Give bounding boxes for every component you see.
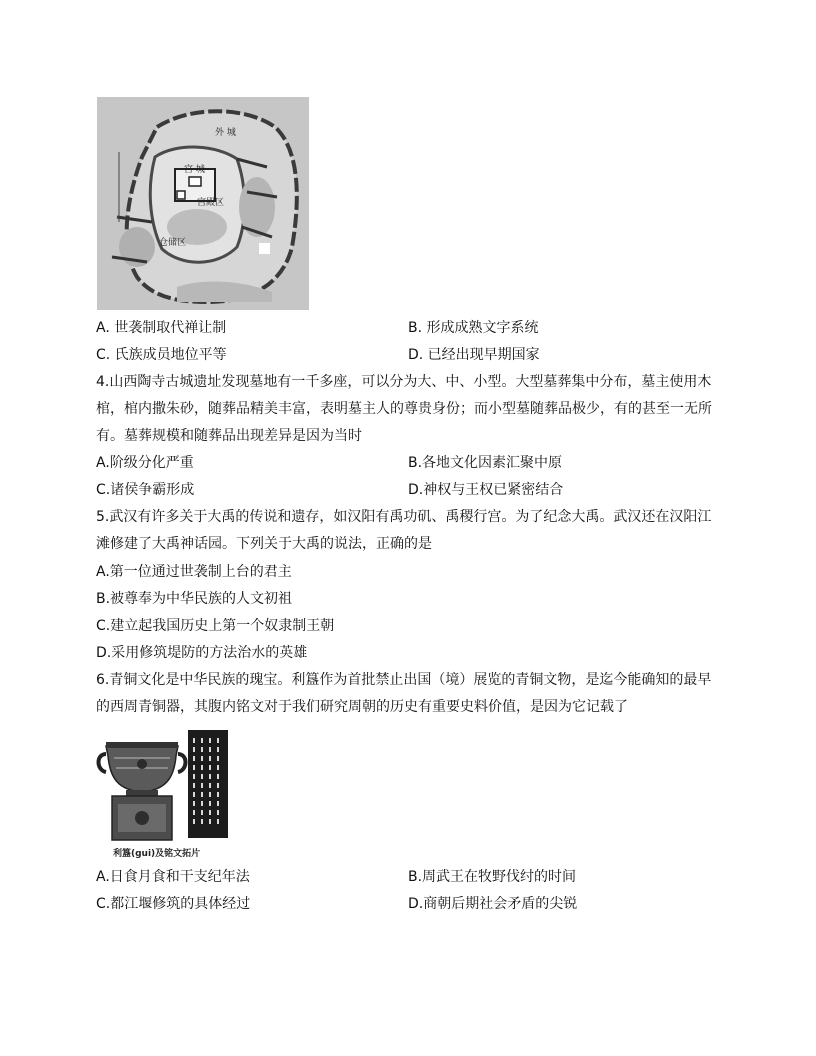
li-gui-caption: 利簋(gui)及铭文拓片: [113, 849, 201, 859]
q3-option-b: B. 形成成熟文字系统: [408, 320, 539, 336]
q4-stem-line-3: 有。墓葬规模和随葬品出现差异是因为当时: [96, 428, 362, 444]
q5-option-b: B.被尊奉为中华民族的人文初祖: [96, 591, 293, 607]
palace-city-label: 宫 城: [184, 165, 205, 175]
q5-stem-line-1: 5.武汉有许多关于大禹的传说和遗存，如汉阳有禹功矶、禹稷行宫。为了纪念大禹。武汉还在汉阳江: [96, 509, 712, 525]
q4-option-a: A.阶级分化严重: [96, 455, 194, 471]
q6-option-b: B.周武王在牧野伐纣的时间: [408, 869, 577, 885]
q3-option-d: D. 已经出现早期国家: [408, 347, 540, 363]
outer-city-label: 外 城: [215, 128, 236, 138]
q5-option-d: D.采用修筑堤防的方法治水的英雄: [96, 645, 308, 661]
q5-option-a: A.第一位通过世袭制上台的君主: [96, 564, 292, 580]
q5-stem-line-2: 滩修建了大禹神话园。下列关于大禹的说法，正确的是: [96, 536, 432, 552]
q4-stem-line-1: 4.山西陶寺古城遗址发现墓地有一千多座，可以分为大、中、小型。大型墓葬集中分布，墓主使用木: [96, 374, 712, 390]
q6-stem-line-1: 6.青铜文化是中华民族的瑰宝。利簋作为首批禁止出国（境）展览的青铜文物，是迄今能确知的最早: [96, 672, 712, 688]
palace-area-label: 宫殿区: [197, 198, 225, 208]
q4-option-b: B.各地文化因素汇聚中原: [408, 455, 563, 471]
q6-option-a: A.日食月食和干支纪年法: [96, 869, 250, 885]
q6-option-c: C.都江堰修筑的具体经过: [96, 896, 251, 912]
li-gui-drawing: [96, 728, 244, 846]
q6-stem-line-2: 的西周青铜器，其腹内铭文对于我们研究周朝的历史有重要史料价值，是因为它记载了: [96, 699, 628, 715]
storage-area-label: 仓储区: [159, 238, 187, 248]
li-gui-bronze-image: [96, 728, 244, 862]
q4-option-d: D.神权与王权已紧密结合: [408, 482, 564, 498]
q3-option-c: C. 氏族成员地位平等: [96, 347, 227, 363]
q4-stem-line-2: 棺，棺内撒朱砂，随葬品精美丰富，表明墓主人的尊贵身份；而小型墓随葬品极少，有的甚至一无所: [96, 401, 712, 417]
taosi-site-map-image: [97, 97, 309, 310]
q3-option-a: A. 世袭制取代禅让制: [96, 320, 227, 336]
q6-option-d: D.商朝后期社会矛盾的尖锐: [408, 896, 578, 912]
q5-option-c: C.建立起我国历史上第一个奴隶制王朝: [96, 618, 335, 634]
q4-option-c: C.诸侯争霸形成: [96, 482, 195, 498]
